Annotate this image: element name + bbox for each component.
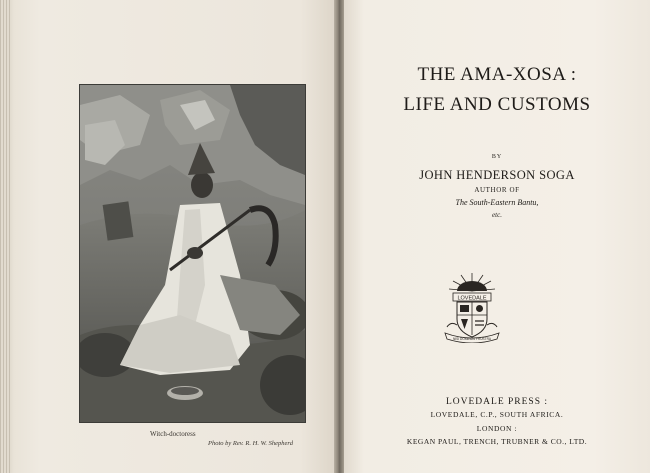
book-gutter: [334, 0, 344, 473]
author-of-label: AUTHOR OF: [474, 186, 520, 194]
photo-credit: Photo by Rev. R. H. W. Shepherd: [208, 440, 293, 447]
etc-label: etc.: [492, 211, 502, 219]
author-name: JOHN HENDERSON SOGA: [419, 168, 575, 182]
publisher-line-4: KEGAN PAUL, TRENCH, TRUBNER & CO., LTD.: [406, 437, 588, 446]
book-title-line-2: LIFE AND CUSTOMS: [403, 94, 591, 115]
frontispiece-photo: [80, 85, 305, 422]
crest-motto-text: NISI DOMINUS FRUSTRA: [452, 337, 492, 341]
book-title-line-1: THE AMA-XOSA :: [417, 64, 577, 85]
photo-caption: Witch-doctoress: [150, 430, 196, 438]
publisher-line-2: LOVEDALE, C.P., SOUTH AFRICA.: [430, 410, 564, 419]
page-edges: [0, 0, 10, 473]
by-label: BY: [491, 154, 503, 160]
crest-banner-text: LOVEDALE: [457, 295, 487, 302]
lovedale-crest-icon: [441, 271, 503, 343]
publisher-line-1: LOVEDALE PRESS :: [445, 397, 549, 407]
other-work-title: The South-Eastern Bantu,: [455, 198, 539, 207]
publisher-line-3: LONDON :: [476, 424, 518, 433]
